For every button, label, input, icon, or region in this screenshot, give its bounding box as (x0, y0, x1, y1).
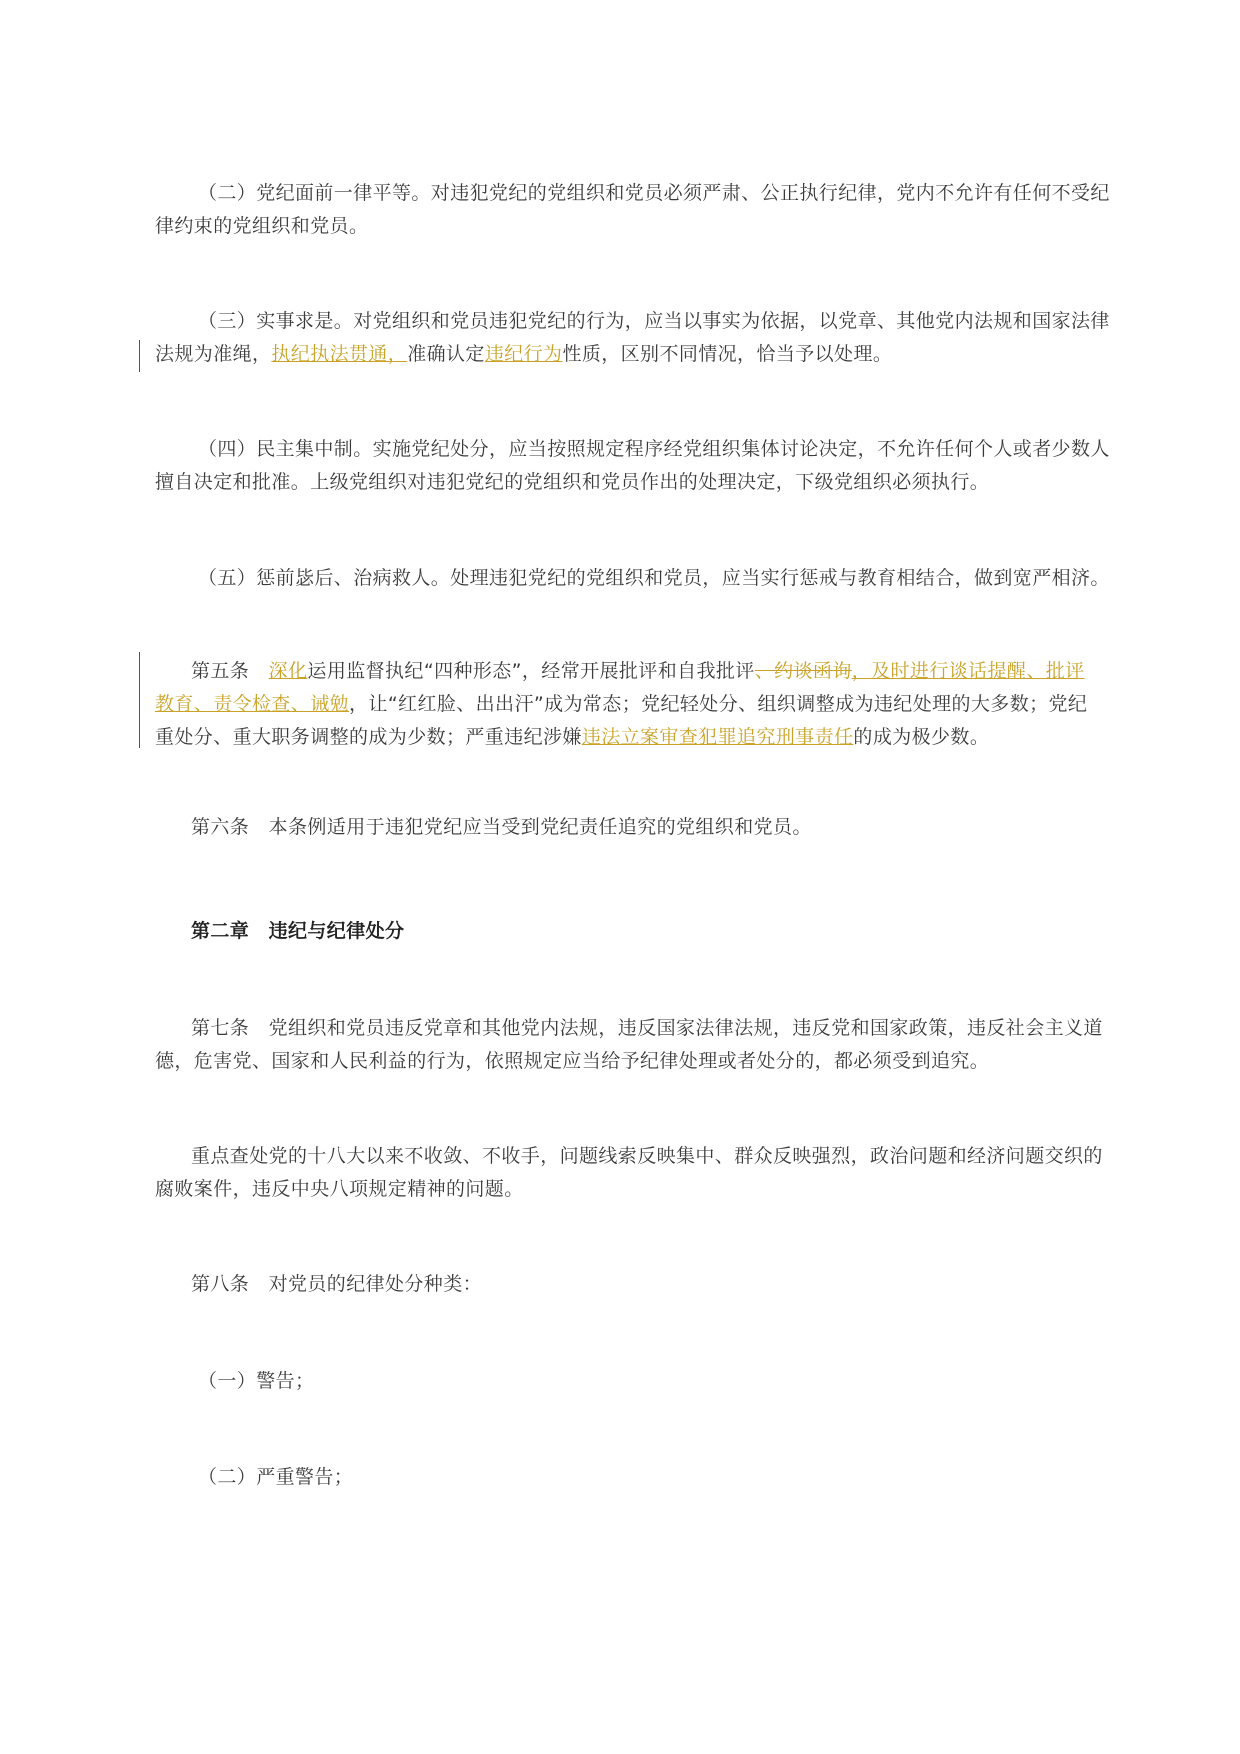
paragraph-line: （二）党纪面前一律平等。对违犯党纪的党组织和党员必须严肃、公正执行纪律，党内不允许有任何不受纪 (198, 182, 1110, 204)
inserted-text[interactable]: ，及时进行谈话提醒、批评 (851, 660, 1085, 682)
paragraph-line (155, 721, 1081, 754)
paragraph-line: 德，危害党、国家和人民利益的行为，依照规定应当给予纪律处理或者处分的，都必须受到追究。 (155, 1050, 990, 1072)
chapter-title: 第二章 违纪与纪律处分 (191, 920, 405, 942)
article-label: 第五条 (191, 660, 269, 682)
revision-change-bar (139, 340, 140, 372)
paragraph-line: 第七条 党组织和党员违反党章和其他党内法规，违反国家法律法规，违反党和国家政策，违反社会主义道 (191, 1017, 1103, 1039)
paragraph-line: 腐败案件，违反中央八项规定精神的问题。 (155, 1178, 524, 1200)
inserted-text[interactable]: 违法立案审查犯罪追究刑事责任 (581, 726, 854, 748)
paragraph-line: （二）严重警告； (198, 1466, 354, 1488)
inserted-text[interactable]: 教育、责令检查、诫勉 (155, 693, 350, 715)
list-item (155, 1365, 1081, 1398)
article-7 (155, 1012, 1103, 1078)
paragraph-line: （三）实事求是。对党组织和党员违犯党纪的行为，应当以事实为依据，以党章、其他党内法规和国家法律 (198, 310, 1110, 332)
paragraph-discipline-cure (155, 562, 1110, 595)
inserted-text[interactable]: 深化 (268, 660, 308, 682)
chapter-heading (155, 915, 1081, 948)
paragraph-line: 第八条 对党员的纪律处分种类： (191, 1273, 483, 1295)
paragraph-line: 擅自决定和批准。上级党组织对违犯党纪的党组织和党员作出的处理决定，下级党组织必须执行。 (155, 471, 990, 493)
paragraph-focus (155, 1140, 1103, 1206)
paragraph-line: （一）警告； (198, 1370, 315, 1392)
paragraph-seek-truth (155, 305, 1110, 371)
inserted-text[interactable]: 执纪执法贯通， (271, 343, 408, 365)
paragraph-equality (155, 177, 1110, 243)
text-run: ，让“红红脸、出出汗”成为常态；党纪轻处分、组织调整成为违纪处理的大多数；党纪 (349, 693, 1088, 715)
paragraph-democratic-centralism (155, 433, 1110, 499)
article-8 (155, 1268, 1081, 1301)
article-6 (155, 811, 1081, 844)
paragraph-line: 律约束的党组织和党员。 (155, 215, 369, 237)
text-run: 法规为准绳， (155, 343, 272, 365)
paragraph-line: 重点查处党的十八大以来不收敛、不收手，问题线索反映集中、群众反映强烈，政治问题和经济问题交织的 (191, 1145, 1103, 1167)
paragraph-line (155, 688, 1088, 721)
list-item (155, 1461, 1081, 1494)
text-run: 运用监督执纪“四种形态”，经常开展批评和自我批评 (307, 660, 755, 682)
text-run: 重处分、重大职务调整的成为少数；严重违纪涉嫌 (155, 726, 582, 748)
deleted-text[interactable]: 、约谈函询 (754, 660, 852, 682)
text-run: 的成为极少数。 (853, 726, 990, 748)
revision-change-bar (139, 652, 140, 748)
paragraph-line: （四）民主集中制。实施党纪处分，应当按照规定程序经党组织集体讨论决定，不允许任何个人或者少数人 (198, 438, 1110, 460)
paragraph-line: （五）惩前毖后、治病救人。处理违犯党纪的党组织和党员，应当实行惩戒与教育相结合，做到宽严相济。 (198, 567, 1110, 589)
paragraph-line (155, 338, 1081, 371)
text-run: 性质，区别不同情况，恰当予以处理。 (562, 343, 893, 365)
inserted-text[interactable]: 违纪行为 (484, 343, 563, 365)
paragraph-line: 第六条 本条例适用于违犯党纪应当受到党纪责任追究的党组织和党员。 (191, 816, 812, 838)
paragraph-line (155, 655, 1085, 688)
article-5 (155, 655, 1088, 754)
text-run: 准确认定 (407, 343, 485, 365)
